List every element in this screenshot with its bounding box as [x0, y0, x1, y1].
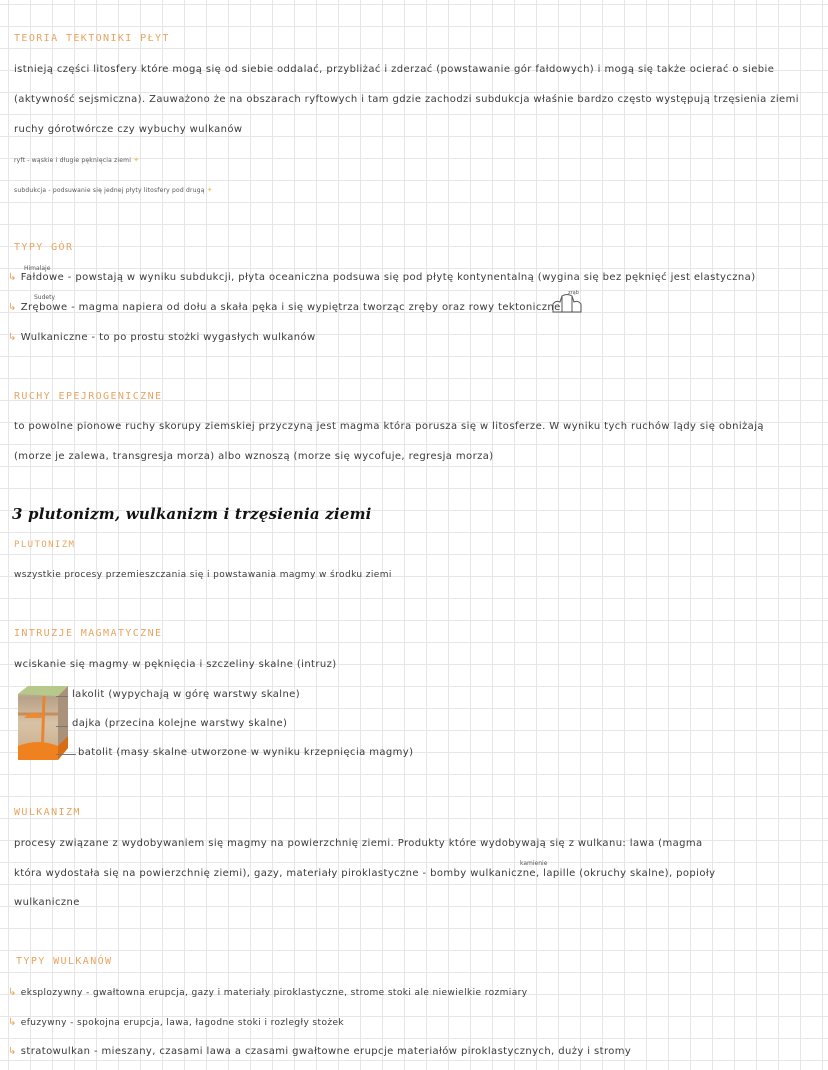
sup-kamienie: kamienie: [520, 860, 548, 867]
heading-ruchy: RUCHY EPEJROGENICZNE: [14, 391, 163, 402]
item-wulkaniczne: ↳ Wulkaniczne - to po prostu stożki wygasłych wulkanów: [8, 332, 316, 343]
teoria-line-1: istnieją części litosfery które mogą się od siebie oddalać, przybliżać i zderzać (powstawanie gór fałdowych) i mogą się także ocierać o siebie: [14, 64, 775, 75]
label-batolit: batolit (masy skalne utworzone w wyniku krzepnięcia magmy): [78, 747, 414, 758]
leader-line-dajka: [56, 726, 68, 727]
note-subdukcja: subdukcja - podsuwanie się jednej płyty litosfery pod drugą ✦: [14, 186, 213, 194]
teoria-line-2: (aktywność sejsmiczna). Zauważono że na obszarach ryftowych i tam gdzie zachodzi subdukcja właśnie bardzo często występują trzęsienia ziemi: [14, 94, 799, 105]
arrow-icon: ↳: [8, 987, 17, 998]
ruchy-line-1: to powolne pionowe ruchy skorupy ziemskiej przyczyną jest magma która porusza się w litosferze. W wyniku tych ruchów lądy się obniżają: [14, 421, 764, 432]
arrow-icon: ↳: [8, 302, 17, 313]
wulkanizm-line-3: wulkaniczne: [14, 897, 80, 908]
item-stratowulkan: ↳ stratowulkan - mieszany, czasami lawa a czasami gwałtowne erupcje materiałów piroklastycznych, duży i stromy: [8, 1046, 632, 1057]
item-efuzywny: ↳ efuzywny - spokojna erupcja, lawa, łagodne stoki i rozległy stożek: [8, 1017, 345, 1028]
sup-sudety: Sudety: [34, 294, 56, 301]
arrow-icon: ↳: [8, 1046, 17, 1057]
heading-intruzje: INTRUZJE MAGMATYCZNE: [14, 628, 163, 639]
wulkanizm-line-2: która wydostała się na powierzchnię ziemi), gazy, materiały piroklastyczne - bomby wulkaniczne, lapille (okruchy skalne), popioły: [14, 868, 716, 879]
note-ryft: ryft - wąskie i długie pęknięcia ziemi ✦: [14, 156, 140, 164]
label-dajka: dajka (przecina kolejne warstwy skalne): [72, 718, 288, 729]
ruchy-line-2: (morze je zalewa, transgresja morza) albo wznoszą (morze się wycofuje, regresja morza): [14, 451, 494, 462]
heading-wulkanizm: WULKANIZM: [14, 807, 81, 818]
plutonizm-text: wszystkie procesy przemieszczania się i powstawania magmy w środku ziemi: [14, 570, 392, 580]
leader-line-batolit: [56, 754, 76, 755]
teoria-line-3: ruchy górotwórcze czy wybuchy wulkanów: [14, 124, 243, 135]
label-lakolit: lakolit (wypychają w górę warstwy skalne): [72, 689, 301, 700]
arrow-icon: ↳: [8, 272, 17, 283]
arrow-icon: ↳: [8, 332, 17, 343]
wulkanizm-line-1: procesy związane z wydobywaniem się magmy na powierzchnię ziemi. Produkty które wydobywają się z wulkanu: lawa (magma: [14, 838, 703, 849]
leader-line-lakolit: [56, 696, 68, 697]
star-icon: ✦: [206, 186, 213, 194]
zrab-diagram: [552, 290, 582, 318]
arrow-icon: ↳: [8, 1017, 17, 1028]
heading-plutonizm: PLUTONIZM: [14, 540, 76, 550]
intruzje-text: wciskanie się magmy w pęknięcia i szczeliny skalne (intruz): [14, 659, 337, 670]
zrab-label: zrąb: [568, 290, 579, 296]
chapter-title: 3 plutonizm, wulkanizm i trzęsienia ziemi: [12, 505, 372, 523]
star-icon: ✦: [133, 156, 140, 164]
item-zrebowe: ↳ Zrębowe - magma napiera od dołu a skała pęka i się wypiętrza tworząc zręby oraz rowy tektoniczne: [8, 302, 561, 313]
heading-typy-wulkanow: TYPY WULKANÓW: [16, 956, 113, 967]
item-eksplozywny: ↳ eksplozywny - gwałtowna erupcja, gazy i materiały piroklastyczne, strome stoki ale niewielkie rozmiary: [8, 987, 528, 998]
heading-teoria: TEORIA TEKTONIKI PŁYT: [14, 33, 170, 44]
item-faldowe: ↳ Fałdowe - powstają w wyniku subdukcji, płyta oceaniczna podsuwa się pod płytę kontynentalną (wygina się bez pęknięć jest elastyczna): [8, 272, 756, 283]
heading-typy-gor: TYPY GÓR: [14, 242, 74, 253]
sup-himalaje: Himalaje: [24, 265, 51, 272]
